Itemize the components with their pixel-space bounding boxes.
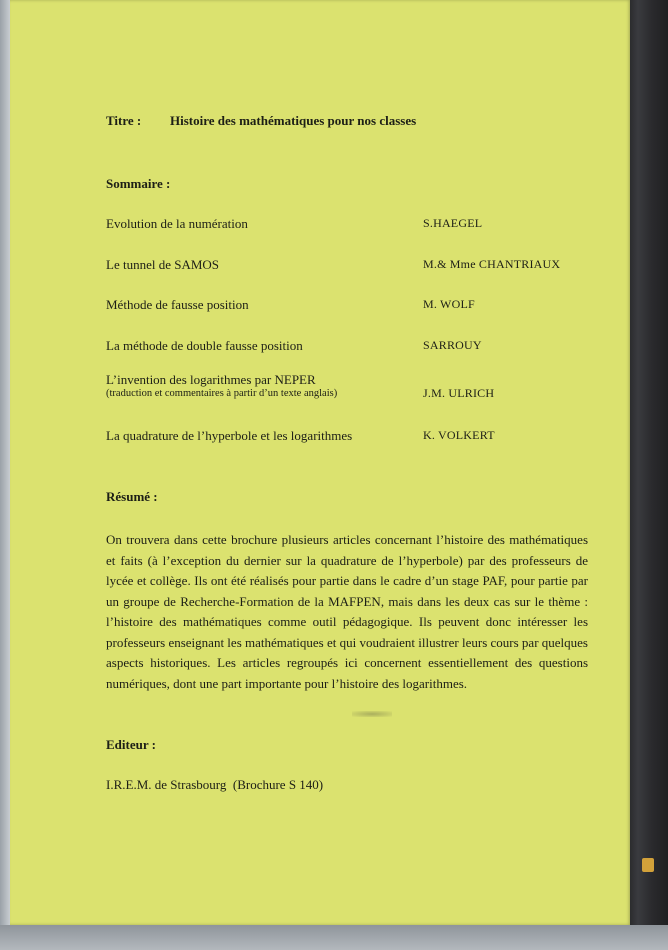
sommaire-item-title: La quadrature de l’hyperbole et les logarithmes: [106, 428, 353, 443]
corner-sticker: [642, 858, 654, 872]
document-title: Histoire des mathématiques pour nos classes: [170, 113, 417, 128]
sommaire-item-title: Le tunnel de SAMOS: [106, 257, 220, 272]
resume-paragraph: On trouvera dans cette brochure plusieurs articles concernant l’histoire des mathématiques et faits (à l’exception du dernier sur la quadrature de l’hyperbole) par des professeurs de lycée et collège. Ils ont été réalisés pour partie dans le cadre d’un stage PAF, pour partie par un groupe de Recherche-Formation de la MAFPEN, mais dans les deux cas sur le thème : l’histoire des mathématiques comme outil pédagogique. Ils peuvent donc intéresser les professeurs enseignant les mathématiques et qui voudraient illustrer leurs cours par quelques aspects historiques. Les articles regroupés ici concernent essentiellement des questions numériques, dont une part importante pour l’histoire des logarithmes.: [106, 532, 588, 691]
sommaire-item-title: La méthode de double fausse position: [106, 338, 303, 353]
scan-edge-bottom: [0, 925, 668, 950]
scan-edge-left: [0, 0, 10, 950]
sommaire-item-author: S.HAEGEL: [423, 216, 483, 230]
sommaire-item-author: K. VOLKERT: [423, 428, 495, 442]
sommaire-heading: Sommaire :: [106, 176, 171, 191]
sommaire-item-subtitle: (traduction et commentaires à partir d’un texte anglais): [106, 388, 338, 399]
editeur-text: I.R.E.M. de Strasbourg (Brochure S 140): [106, 777, 324, 792]
sommaire-item-author: M. WOLF: [423, 297, 475, 311]
titre-label: Titre :: [106, 113, 142, 128]
sommaire-item-author: SARROUY: [423, 338, 482, 352]
ink-smudge: [352, 711, 392, 717]
sommaire-item-title: Evolution de la numération: [106, 216, 248, 231]
sommaire-item-title: L’invention des logarithmes par NEPER: [106, 372, 316, 387]
resume-heading: Résumé :: [106, 489, 158, 504]
editeur-heading: Editeur :: [106, 737, 156, 752]
sommaire-item-author: M.& Mme CHANTRIAUX: [423, 257, 561, 271]
sommaire-item-title: Méthode de fausse position: [106, 297, 249, 312]
sommaire-item-author: J.M. ULRICH: [423, 386, 495, 400]
binding-edge: [630, 0, 668, 950]
